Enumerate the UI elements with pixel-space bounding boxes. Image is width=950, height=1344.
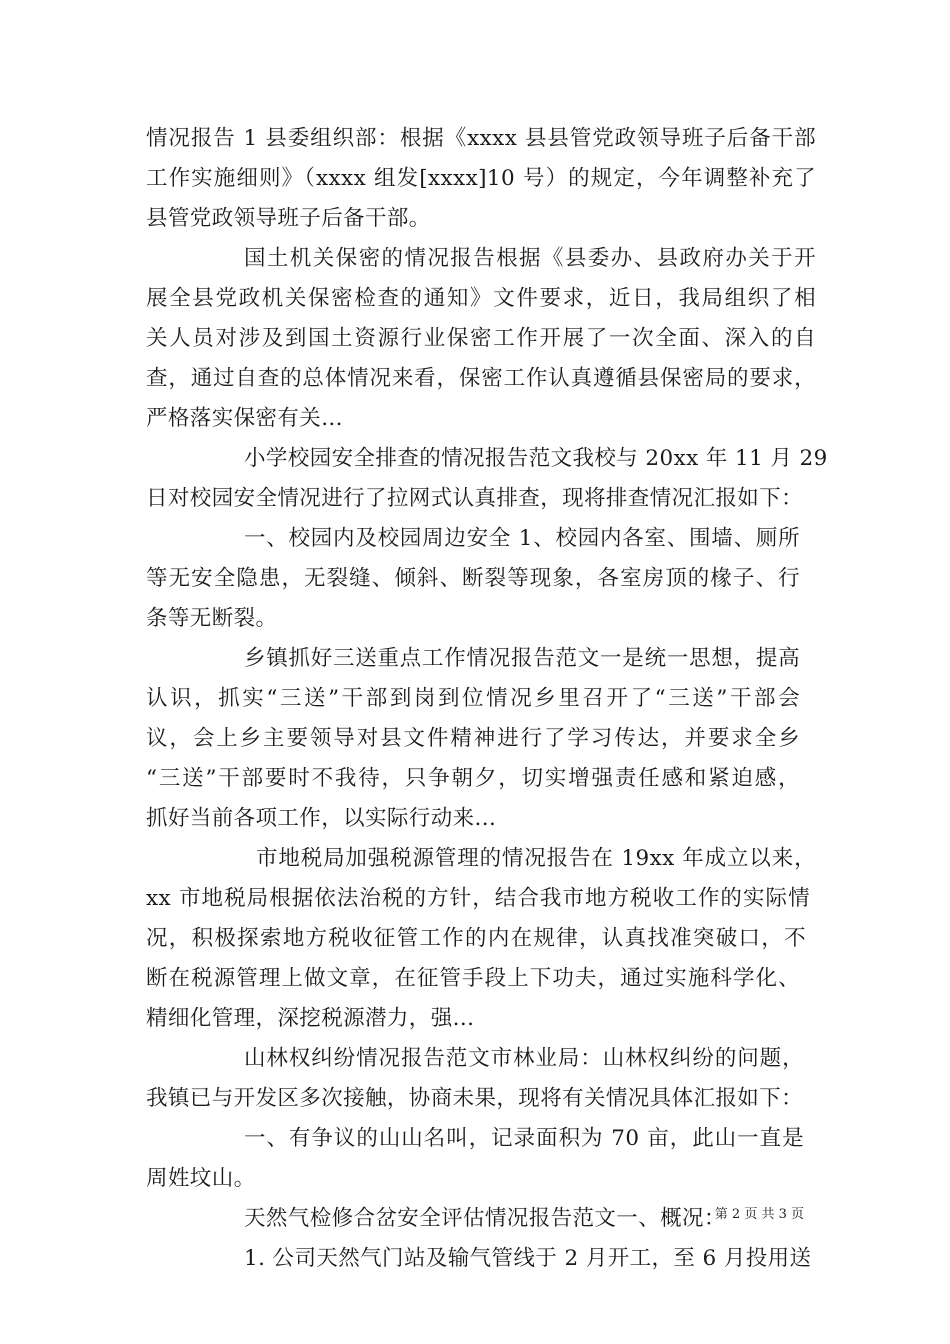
page-number-footer: 第 2 页 共 3 页 (714, 1207, 804, 1222)
text-line: 条等无断裂。 (146, 606, 278, 631)
text-line: 1. 公司天然气门站及输气管线于 2 月开工，至 6 月投用送 (244, 1246, 812, 1271)
text-line: xx 市地税局根据依法治税的方针，结合我市地方税收工作的实际情 (146, 886, 810, 911)
text-line: 认识，抓实“三送”干部到岗到位情况乡里召开了“三送”干部会 (146, 686, 800, 711)
text-line: 断在税源管理上做文章，在征管手段上下功夫，通过实施科学化、 (146, 966, 800, 991)
text-line: 天然气检修合岔安全评估情况报告范文一、概况： (244, 1206, 726, 1231)
text-line: 精细化管理，深挖税源潜力，强... (146, 1006, 475, 1031)
text-line: 周姓坟山。 (146, 1166, 256, 1191)
text-line: 一、校园内及校园周边安全 1、校园内各室、围墙、厕所 (244, 526, 800, 551)
text-line: “三送”干部要时不我待，只争朝夕，切实增强责任感和紧迫感， (146, 766, 800, 791)
text-line: 小学校园安全排查的情况报告范文我校与 20xx 年 11 月 29 (244, 446, 828, 471)
text-line: 山林权纠纷情况报告范文市林业局：山林权纠纷的问题， (244, 1046, 804, 1071)
text-line: 等无安全隐患，无裂缝、倾斜、断裂等现象，各室房顶的椽子、行 (146, 566, 800, 591)
text-line: 县管党政领导班子后备干部。 (146, 206, 431, 231)
text-line: 国土机关保密的情况报告根据《县委办、县政府办关于开 (244, 246, 816, 271)
text-line: 乡镇抓好三送重点工作情况报告范文一是统一思想，提高 (244, 646, 800, 671)
text-line: 关人员对涉及到国土资源行业保密工作开展了一次全面、深入的自 (146, 326, 816, 351)
text-line: 工作实施细则》（xxxx 组发[xxxx]10 号）的规定，今年调整补充了 (146, 166, 816, 191)
text-line: 我镇已与开发区多次接触，协商未果，现将有关情况具体汇报如下： (146, 1086, 804, 1111)
text-line: 严格落实保密有关... (146, 406, 343, 431)
text-line: 展全县党政机关保密检查的通知》文件要求，近日，我局组织了相 (146, 286, 816, 311)
text-line: 查，通过自查的总体情况来看，保密工作认真遵循县保密局的要求， (146, 366, 816, 391)
text-line: 日对校园安全情况进行了拉网式认真排查，现将排查情况汇报如下： (146, 486, 804, 511)
text-line: 议，会上乡主要领导对县文件精神进行了学习传达，并要求全乡 (146, 726, 800, 751)
text-line: 市地税局加强税源管理的情况报告在 19xx 年成立以来， (256, 846, 816, 871)
text-line: 情况报告 1 县委组织部：根据《xxxx 县县管党政领导班子后备干部 (146, 126, 816, 151)
text-line: 一、有争议的山山名叫，记录面积为 70 亩，此山一直是 (244, 1126, 804, 1151)
text-line: 况，积极探索地方税收征管工作的内在规律，认真找准突破口，不 (146, 926, 806, 951)
text-line: 抓好当前各项工作，以实际行动来... (146, 806, 497, 831)
